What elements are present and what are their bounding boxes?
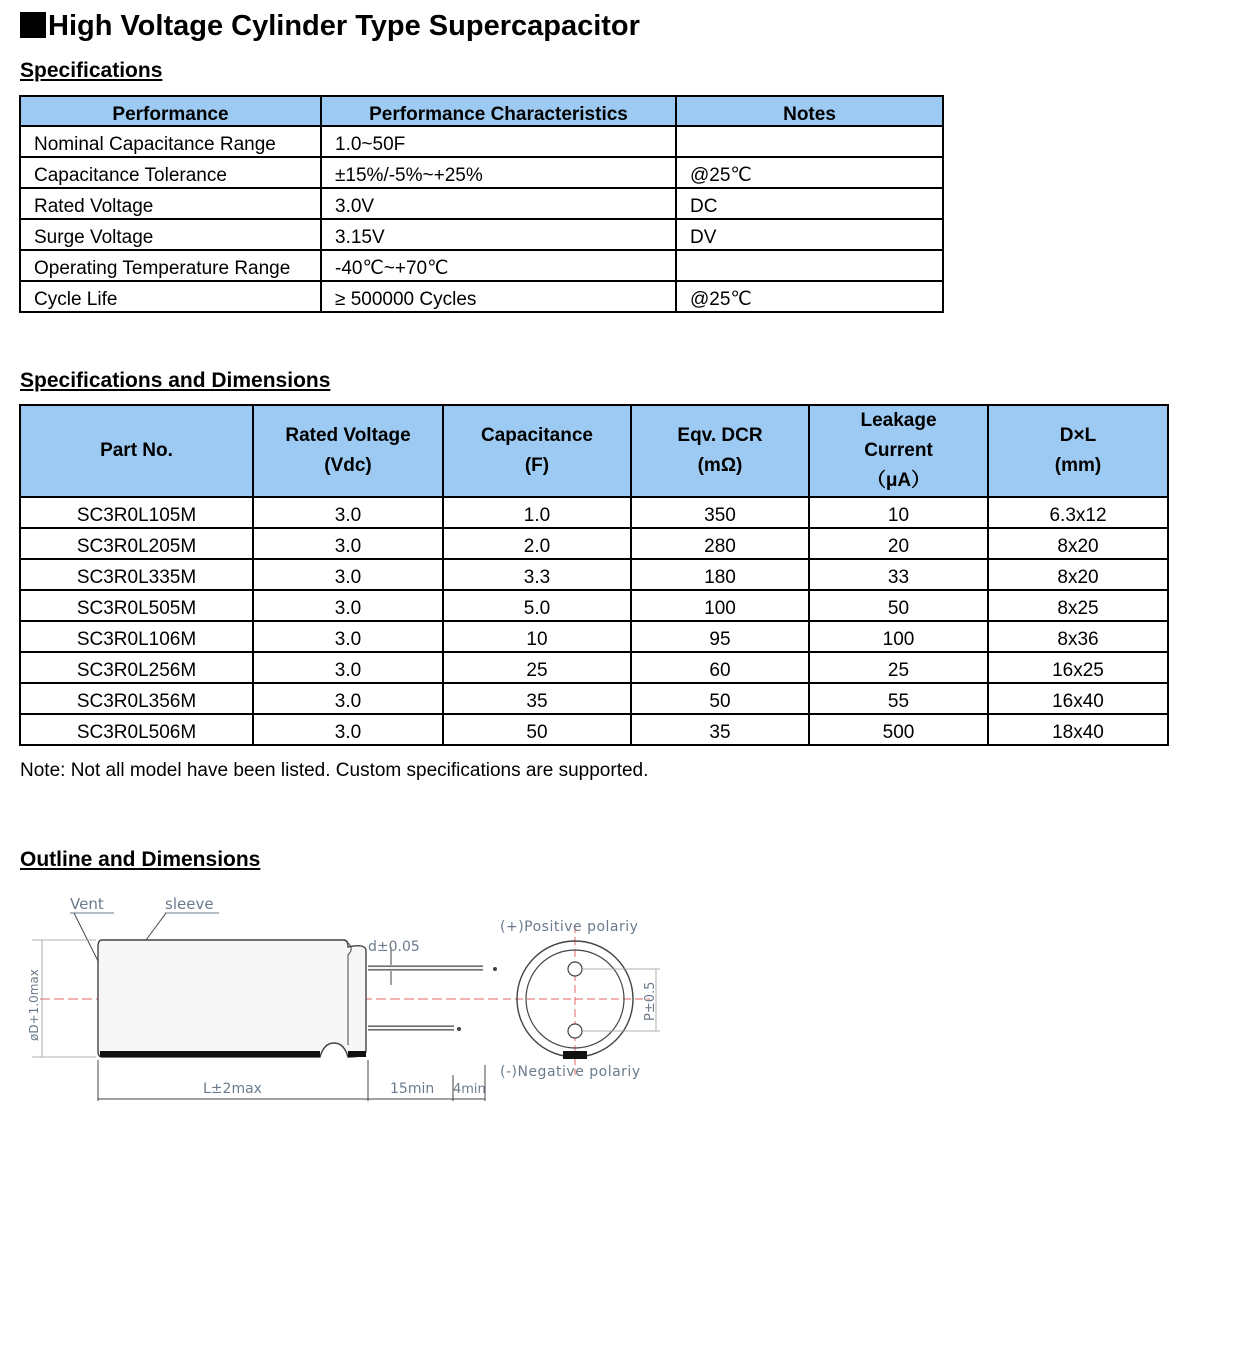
part-header-line: Leakage	[860, 410, 937, 431]
part-cell: 50	[443, 714, 631, 745]
outline-heading: Outline and Dimensions	[20, 848, 261, 871]
part-cell: 5.0	[443, 590, 631, 621]
part-cell: 2.0	[443, 528, 631, 559]
sleeve-leader	[146, 913, 166, 940]
part-header-line: （μA）	[866, 470, 931, 491]
part-header-cell	[20, 405, 253, 497]
part-cell: 3.0	[253, 714, 443, 745]
spec-table-row	[20, 281, 943, 312]
part-header-line: Part No.	[100, 440, 173, 461]
part-header-line: Capacitance	[481, 425, 593, 446]
part-header-cell	[988, 405, 1168, 497]
spec-cell: Cycle Life	[20, 281, 321, 312]
part-cell: SC3R0L205M	[20, 528, 253, 559]
part-header-line: (mm)	[1054, 455, 1102, 476]
part-cell: 16x25	[988, 652, 1168, 683]
spec-header-row	[20, 96, 943, 126]
part-cell: 3.0	[253, 528, 443, 559]
title-bullet-square	[20, 12, 46, 38]
part-table-row	[20, 621, 1168, 652]
part-cell: 500	[809, 714, 988, 745]
part-cell: SC3R0L356M	[20, 683, 253, 714]
vent-leader	[74, 913, 98, 961]
part-dimensions-table	[19, 404, 1169, 746]
lead-dia-label: d±0.05	[368, 939, 420, 955]
part-table-body	[20, 497, 1168, 745]
part-cell: 6.3x12	[988, 497, 1168, 528]
part-header-line: (Vdc)	[324, 455, 372, 476]
part-cell: 3.0	[253, 590, 443, 621]
part-cell: 60	[631, 652, 809, 683]
part-cell: SC3R0L105M	[20, 497, 253, 528]
spec-cell: Nominal Capacitance Range	[20, 126, 321, 157]
spec-cell: ±15%/-5%~+25%	[321, 157, 676, 188]
page-title-text: High Voltage Cylinder Type Supercapacitor	[48, 10, 640, 42]
spec-header-cell: Performance	[20, 96, 321, 126]
specifications-heading: Specifications	[20, 59, 163, 82]
part-cell: 1.0	[443, 497, 631, 528]
part-table-row	[20, 714, 1168, 745]
spec-cell: 3.15V	[321, 219, 676, 250]
positive-lead-dot	[493, 967, 497, 971]
part-table-row	[20, 559, 1168, 590]
spec-cell: ≥ 500000 Cycles	[321, 281, 676, 312]
part-header-line: Eqv. DCR	[677, 425, 763, 446]
part-cell: 50	[631, 683, 809, 714]
spec-cell: DV	[676, 219, 943, 250]
part-header-cell	[809, 405, 988, 497]
part-header-row	[20, 405, 1168, 497]
part-table-row	[20, 683, 1168, 714]
negative-polarity-label: (-)Negative polariy	[500, 1064, 641, 1080]
part-cell: 3.0	[253, 621, 443, 652]
part-table-row	[20, 590, 1168, 621]
sleeve-label: sleeve	[165, 895, 214, 913]
spec-cell: @25℃	[676, 157, 943, 188]
part-table-row	[20, 652, 1168, 683]
part-header-line: Current	[864, 440, 933, 461]
part-cell: 3.0	[253, 652, 443, 683]
spec-table-row	[20, 250, 943, 281]
part-cell: 50	[809, 590, 988, 621]
spec-cell: 1.0~50F	[321, 126, 676, 157]
vent-label: Vent	[70, 895, 104, 913]
spec-table-row	[20, 188, 943, 219]
part-header-line: (F)	[524, 455, 550, 476]
part-cell: 100	[631, 590, 809, 621]
part-cell: 25	[809, 652, 988, 683]
part-cell: SC3R0L505M	[20, 590, 253, 621]
spec-cell: Operating Temperature Range	[20, 250, 321, 281]
specifications-table	[19, 95, 944, 313]
spec-cell: @25℃	[676, 281, 943, 312]
part-cell: 100	[809, 621, 988, 652]
part-cell: 18x40	[988, 714, 1168, 745]
positive-terminal	[568, 962, 582, 976]
length-label: L±2max	[203, 1081, 262, 1097]
positive-polarity-label: (+)Positive polariy	[500, 919, 639, 935]
part-cell: 8x20	[988, 528, 1168, 559]
part-table-row	[20, 528, 1168, 559]
lead-len-label: 15min	[390, 1081, 435, 1097]
part-cell: 55	[809, 683, 988, 714]
part-cell: 180	[631, 559, 809, 590]
part-cell: 3.0	[253, 559, 443, 590]
negative-lead-dot	[457, 1027, 461, 1031]
part-cell: 8x36	[988, 621, 1168, 652]
part-header-line: (mΩ)	[697, 455, 743, 476]
part-cell: 35	[443, 683, 631, 714]
spec-header-cell: Notes	[676, 96, 943, 126]
negative-terminal	[568, 1024, 582, 1038]
outline-drawing	[18, 885, 678, 1110]
spec-cell: 3.0V	[321, 188, 676, 219]
spec-cell	[676, 250, 943, 281]
spec-table-row	[20, 157, 943, 188]
part-header-cell	[253, 405, 443, 497]
part-cell: 25	[443, 652, 631, 683]
pitch-label: P±0.5	[643, 981, 658, 1021]
diameter-label: øD+1.0max	[27, 969, 41, 1041]
negative-polarity-mark	[563, 1051, 587, 1059]
spec-table-body	[20, 126, 943, 312]
part-cell: 10	[809, 497, 988, 528]
listing-note: Note: Not all model have been listed. Custom specifications are supported.	[20, 760, 649, 781]
spec-cell	[676, 126, 943, 157]
part-cell: 3.3	[443, 559, 631, 590]
spec-cell: DC	[676, 188, 943, 219]
part-cell: 8x20	[988, 559, 1168, 590]
part-cell: 35	[631, 714, 809, 745]
seal-end-band	[348, 1051, 366, 1057]
part-cell: 10	[443, 621, 631, 652]
part-cell: 8x25	[988, 590, 1168, 621]
dimensions-heading: Specifications and Dimensions	[20, 369, 331, 392]
part-cell: 280	[631, 528, 809, 559]
part-header-line: Rated Voltage	[285, 425, 411, 446]
part-cell: 16x40	[988, 683, 1168, 714]
spec-table-row	[20, 219, 943, 250]
part-header-cell	[443, 405, 631, 497]
lead-gap-label: 4min	[453, 1082, 486, 1097]
part-cell: 20	[809, 528, 988, 559]
part-cell: 3.0	[253, 497, 443, 528]
spec-table-row	[20, 126, 943, 157]
part-cell: 95	[631, 621, 809, 652]
part-cell: 350	[631, 497, 809, 528]
part-cell: 3.0	[253, 683, 443, 714]
spec-cell: Capacitance Tolerance	[20, 157, 321, 188]
spec-cell: Surge Voltage	[20, 219, 321, 250]
bottom-seal-band	[100, 1051, 320, 1057]
part-cell: SC3R0L106M	[20, 621, 253, 652]
part-cell: SC3R0L506M	[20, 714, 253, 745]
spec-cell: -40℃~+70℃	[321, 250, 676, 281]
part-cell: 33	[809, 559, 988, 590]
part-header-cell	[631, 405, 809, 497]
part-cell: SC3R0L335M	[20, 559, 253, 590]
part-table-row	[20, 497, 1168, 528]
spec-cell: Rated Voltage	[20, 188, 321, 219]
spec-header-cell: Performance Characteristics	[321, 96, 676, 126]
part-header-line: D×L	[1059, 425, 1097, 446]
capacitor-body	[98, 940, 366, 1057]
page-title	[20, 8, 640, 44]
part-cell: SC3R0L256M	[20, 652, 253, 683]
